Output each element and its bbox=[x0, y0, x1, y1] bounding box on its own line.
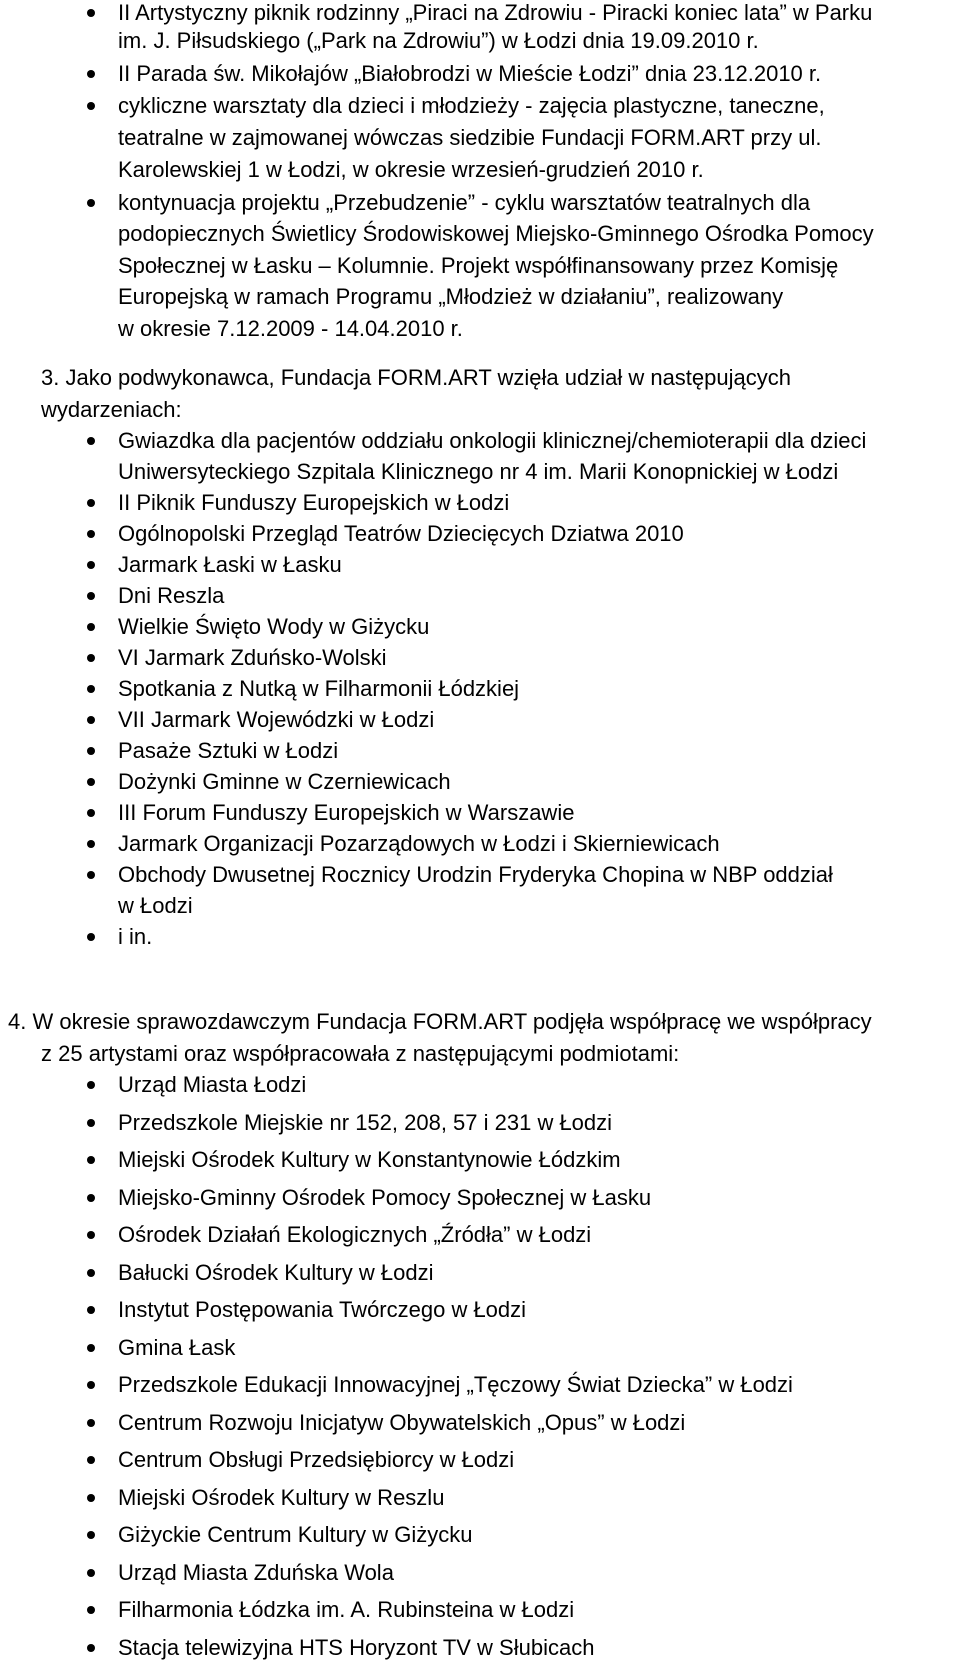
section4-item-13: Giżyckie Centrum Kultury w Giżycku bbox=[118, 1522, 473, 1547]
section3-item-4-line-1: Jarmark Łaski w Łasku bbox=[118, 552, 342, 577]
bullet-icon bbox=[87, 654, 95, 662]
prev-item-1-line-1: II Artystyczny piknik rodzinny „Piraci na Zdrowiu - Piracki koniec lata” w Parku bbox=[118, 0, 873, 25]
section3-item-14-line-2: w Łodzi bbox=[118, 893, 193, 918]
prev-item-4-line-3: Społecznej w Łasku – Kolumnie. Projekt współfinansowany przez Komisję bbox=[118, 253, 839, 278]
section4-item-1: Urząd Miasta Łodzi bbox=[118, 1072, 307, 1097]
prev-item-3-line-2: teatralne w zajmowanej wówczas siedzibie Fundacji FORM.ART przy ul. bbox=[118, 125, 822, 150]
bullet-icon bbox=[87, 1644, 95, 1652]
bullet-icon bbox=[87, 1419, 95, 1427]
prev-item-4-line-1: kontynuacja projektu „Przebudzenie” - cyklu warsztatów teatralnych dla bbox=[118, 190, 811, 215]
bullet-icon bbox=[87, 1531, 95, 1539]
bullet-icon bbox=[87, 685, 95, 693]
bullet-icon bbox=[87, 1381, 95, 1389]
section3-item-7-line-1: VI Jarmark Zduńsko-Wolski bbox=[118, 645, 387, 670]
section3-item-9-line-1: VII Jarmark Wojewódzki w Łodzi bbox=[118, 707, 435, 732]
section3-item-10-line-1: Pasaże Sztuki w Łodzi bbox=[118, 738, 339, 763]
section3-item-15-line-1: i in. bbox=[118, 924, 153, 949]
bullet-icon bbox=[87, 1156, 95, 1164]
section4-item-4: Miejsko-Gminny Ośrodek Pomocy Społecznej w Łasku bbox=[118, 1184, 652, 1210]
bullet-icon bbox=[87, 840, 95, 848]
section3-heading-line-2: wydarzeniach: bbox=[41, 397, 182, 422]
bullet-icon bbox=[87, 1231, 95, 1239]
section4-item-3: Miejski Ośrodek Kultury w Konstantynowie Łódzkim bbox=[118, 1147, 621, 1172]
section3-item-6-line-1: Wielkie Święto Wody w Giżycku bbox=[118, 614, 430, 639]
bullet-icon bbox=[87, 1194, 95, 1202]
section3-item-5-line-1: Dni Reszla bbox=[118, 583, 225, 608]
section3-item-1-line-1: Gwiazdka dla pacjentów oddziału onkologii klinicznej/chemioterapii dla dzieci bbox=[118, 428, 867, 453]
bullet-icon bbox=[87, 1306, 95, 1314]
bullet-icon bbox=[87, 623, 95, 631]
bullet-icon bbox=[87, 1494, 95, 1502]
bullet-icon bbox=[87, 437, 95, 445]
section4-item-14: Urząd Miasta Zduńska Wola bbox=[118, 1559, 394, 1585]
bullet-icon bbox=[87, 592, 95, 600]
section4-item-8: Gmina Łask bbox=[118, 1334, 236, 1360]
bullet-icon bbox=[87, 102, 95, 110]
bullet-icon bbox=[87, 1081, 95, 1089]
section4-item-12: Miejski Ośrodek Kultury w Reszlu bbox=[118, 1484, 445, 1510]
bullet-icon bbox=[87, 747, 95, 755]
bullet-icon bbox=[87, 716, 95, 724]
bullet-icon bbox=[87, 499, 95, 507]
section3-item-14-line-1: Obchody Dwusetnej Rocznicy Urodzin Fryderyka Chopina w NBP oddział bbox=[118, 862, 833, 887]
bullet-icon bbox=[87, 809, 95, 817]
section3-item-3-line-1: Ogólnopolski Przegląd Teatrów Dziecięcych Dziatwa 2010 bbox=[118, 521, 684, 546]
bullet-icon bbox=[87, 1569, 95, 1577]
section3-item-2-line-1: II Piknik Funduszy Europejskich w Łodzi bbox=[118, 490, 510, 515]
bullet-icon bbox=[87, 1606, 95, 1614]
bullet-icon bbox=[87, 933, 95, 941]
prev-item-4-line-5: w okresie 7.12.2009 - 14.04.2010 r. bbox=[118, 316, 463, 341]
prev-item-3-line-1: cykliczne warsztaty dla dzieci i młodzieży - zajęcia plastyczne, taneczne, bbox=[118, 93, 825, 118]
prev-item-4-line-4: Europejską w ramach Programu „Młodzież w działaniu”, realizowany bbox=[118, 284, 784, 309]
bullet-icon bbox=[87, 199, 95, 207]
section4-item-9: Przedszkole Edukacji Innowacyjnej „Tęczowy Świat Dziecka” w Łodzi bbox=[118, 1372, 793, 1397]
section4-item-15: Filharmonia Łódzka im. A. Rubinsteina w Łodzi bbox=[118, 1597, 575, 1622]
bullet-icon bbox=[87, 70, 95, 78]
bullet-icon bbox=[87, 1456, 95, 1464]
section4-heading-line-1: 4. W okresie sprawozdawczym Fundacja FORM.ART podjęła współpracę we współpracy bbox=[8, 1009, 872, 1034]
bullet-icon bbox=[87, 1344, 95, 1352]
section4-item-7: Instytut Postępowania Twórczego w Łodzi bbox=[118, 1297, 527, 1322]
section3-item-12-line-1: III Forum Funduszy Europejskich w Warszawie bbox=[118, 800, 575, 825]
section4-item-10: Centrum Rozwoju Inicjatyw Obywatelskich „Opus” w Łodzi bbox=[118, 1409, 686, 1435]
bullet-icon bbox=[87, 1269, 95, 1277]
section4-item-6: Bałucki Ośrodek Kultury w Łodzi bbox=[118, 1259, 434, 1285]
bullet-icon bbox=[87, 530, 95, 538]
section3-heading-line-1: 3. Jako podwykonawca, Fundacja FORM.ART wzięła udział w następujących bbox=[41, 365, 791, 390]
section3-item-1-line-2: Uniwersyteckiego Szpitala Klinicznego nr 4 im. Marii Konopnickiej w Łodzi bbox=[118, 459, 839, 484]
prev-item-3-line-3: Karolewskiej 1 w Łodzi, w okresie wrzesień-grudzień 2010 r. bbox=[118, 157, 704, 182]
section3-item-8-line-1: Spotkania z Nutką w Filharmonii Łódzkiej bbox=[118, 676, 520, 701]
section4-item-16: Stacja telewizyjna HTS Horyzont TV w Słubicach bbox=[118, 1634, 595, 1660]
bullet-icon bbox=[87, 9, 95, 17]
prev-item-1-line-2: im. J. Piłsudskiego („Park na Zdrowiu”) w Łodzi dnia 19.09.2010 r. bbox=[118, 28, 759, 53]
bullet-icon bbox=[87, 778, 95, 786]
section3-item-13-line-1: Jarmark Organizacji Pozarządowych w Łodzi i Skierniewicach bbox=[118, 831, 720, 856]
bullet-icon bbox=[87, 871, 95, 879]
section4-item-2: Przedszkole Miejskie nr 152, 208, 57 i 231 w Łodzi bbox=[118, 1109, 613, 1135]
bullet-icon bbox=[87, 561, 95, 569]
prev-item-4-line-2: podopiecznych Świetlicy Środowiskowej Miejsko-Gminnego Ośrodka Pomocy bbox=[118, 221, 874, 246]
section4-item-5: Ośrodek Działań Ekologicznych „Źródła” w Łodzi bbox=[118, 1222, 592, 1247]
section4-heading-line-2: z 25 artystami oraz współpracowała z następującymi podmiotami: bbox=[41, 1041, 680, 1066]
section4-item-11: Centrum Obsługi Przedsiębiorcy w Łodzi bbox=[118, 1447, 515, 1472]
bullet-icon bbox=[87, 1119, 95, 1127]
section3-item-11-line-1: Dożynki Gminne w Czerniewicach bbox=[118, 769, 451, 794]
prev-item-2-line-1: II Parada św. Mikołajów „Białobrodzi w Mieście Łodzi” dnia 23.12.2010 r. bbox=[118, 61, 822, 86]
